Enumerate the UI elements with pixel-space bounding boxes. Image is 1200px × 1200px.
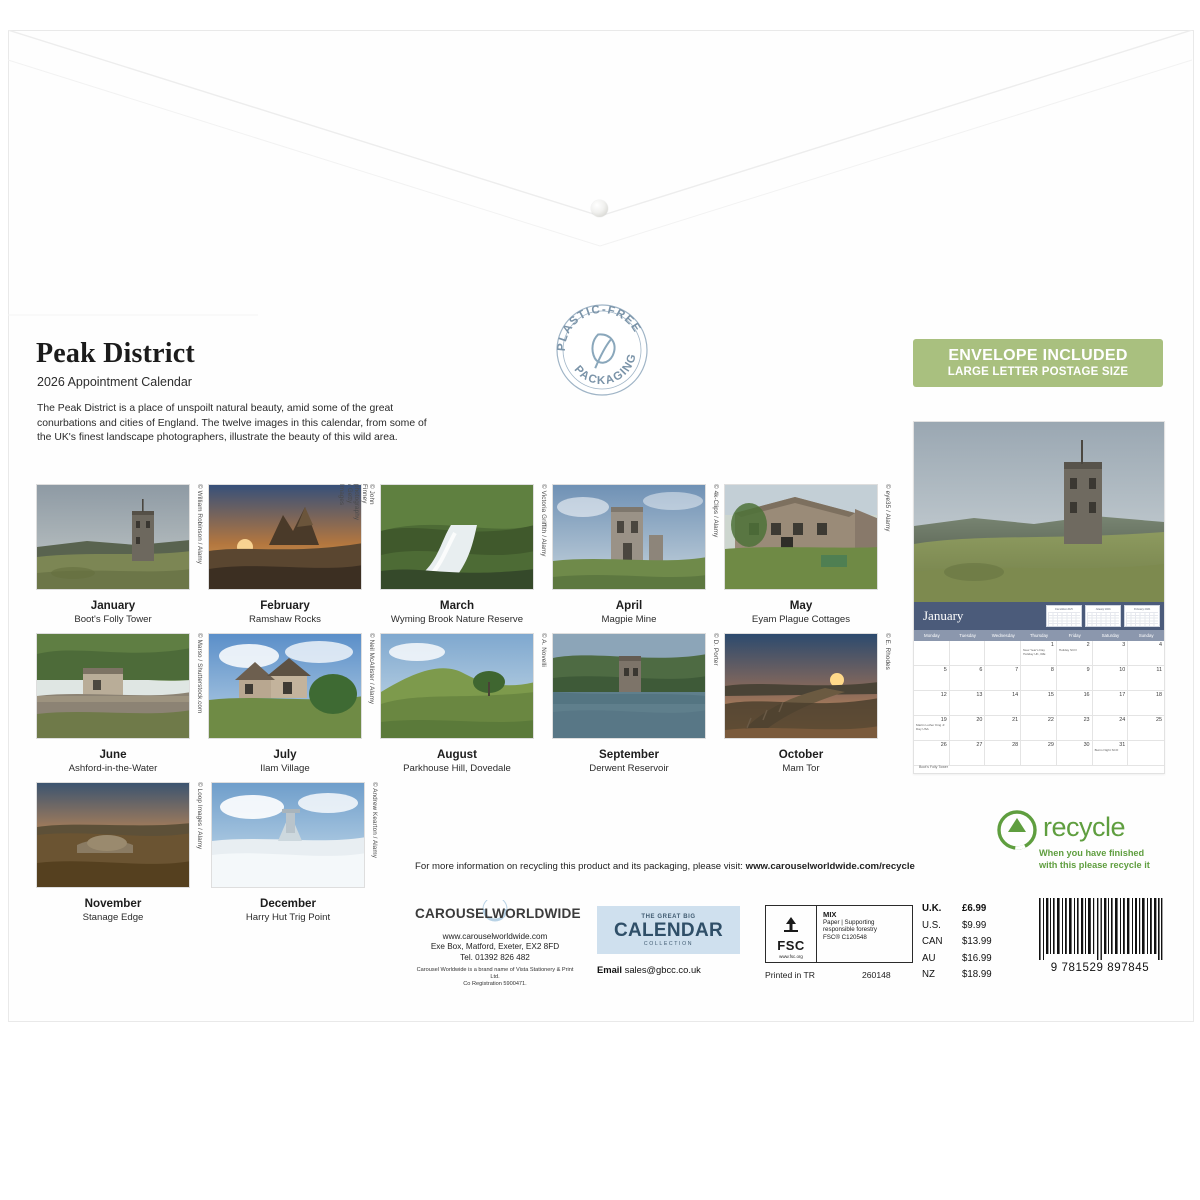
recycle-logo xyxy=(995,808,1165,878)
day-cell: 6 xyxy=(950,666,986,691)
fsc-logo xyxy=(765,905,913,963)
day-cell: 7 xyxy=(985,666,1021,691)
price-row: CAN $13.99 xyxy=(922,936,992,947)
email-line xyxy=(597,964,787,975)
month-name: December xyxy=(259,897,317,910)
company-fine-print: Carousel Worldwide is a brand name of Vista Stationery & Print Ltd. Co Registration 5900471. xyxy=(416,967,574,988)
month-item-december xyxy=(211,782,386,923)
thumbnail-row xyxy=(36,633,896,774)
month-caption: Ashford-in-the-Water xyxy=(68,763,158,774)
month-photo-october xyxy=(724,633,878,739)
envelope-banner-line1: ENVELOPE INCLUDED xyxy=(948,347,1128,364)
month-item-august xyxy=(380,633,552,774)
price-row: U.S. $9.99 xyxy=(922,919,987,931)
recycle-icon xyxy=(995,810,1039,855)
month-photo-may xyxy=(724,484,878,590)
recycle-message: When you have finished with this please recycle it xyxy=(1039,848,1150,870)
month-photo-april xyxy=(552,484,706,590)
day-cell: 21 xyxy=(985,716,1021,741)
month-caption: Ilam Village xyxy=(260,763,310,774)
day-cell: 23 xyxy=(1057,716,1093,741)
carousel-logo-text: CAROUSELWORLDWIDE xyxy=(415,906,581,921)
mini-month: January 2026 xyxy=(1085,605,1121,627)
thumbnail-row xyxy=(36,484,896,625)
preview-month-header xyxy=(914,602,1164,630)
month-photo-january xyxy=(36,484,190,590)
day-cell: 20 xyxy=(950,716,986,741)
month-item-march xyxy=(380,484,552,625)
preview-photo-january xyxy=(914,422,1164,602)
month-name: June xyxy=(99,748,127,761)
month-caption: Stanage Edge xyxy=(82,912,144,923)
day-cell: 25 xyxy=(1128,716,1164,741)
price-list xyxy=(922,903,1032,986)
month-item-october xyxy=(724,633,896,774)
email-address[interactable]: sales@gbcc.co.uk xyxy=(624,964,701,975)
day-cell xyxy=(1128,741,1164,766)
photo-credit: © Loop Images / Alamy xyxy=(196,782,203,850)
month-photo-july xyxy=(208,633,362,739)
month-caption: Wyming Brook Nature Reserve xyxy=(390,614,524,625)
month-photo-september xyxy=(552,633,706,739)
price-row: U.K. £6.99 xyxy=(922,903,987,914)
month-caption: Mam Tor xyxy=(782,763,820,774)
photo-credit: © 4k-Clips / Alamy xyxy=(712,484,719,538)
recycling-info-url[interactable]: www.carouselworldwide.com/recycle xyxy=(745,861,915,872)
fsc-mix: MIX xyxy=(823,910,837,919)
day-header: Monday xyxy=(924,633,940,638)
day-cell: 8 xyxy=(1021,666,1057,691)
month-photo-march xyxy=(380,484,534,590)
fsc-details xyxy=(817,906,912,962)
day-cell: 15 xyxy=(1021,691,1057,716)
preview-day-headers xyxy=(914,630,1164,641)
day-header: Wednesday xyxy=(991,633,1015,638)
month-caption: Parkhouse Hill, Dovedale xyxy=(403,763,511,774)
month-caption: Boot's Folly Tower xyxy=(74,614,152,625)
photo-credit: © Marso / Shutterstock.com xyxy=(196,633,203,714)
month-photo-november xyxy=(36,782,190,888)
company-phone: Tel. 01392 826 482 xyxy=(460,952,530,962)
mini-month: February 2026 xyxy=(1124,605,1160,627)
month-name: April xyxy=(615,599,643,612)
day-cell xyxy=(914,641,950,666)
photo-credit: © E. Rhodes xyxy=(884,633,891,670)
price-row: AU $16.99 xyxy=(922,952,992,964)
day-cell xyxy=(950,641,986,666)
fsc-description: Paper | Supporting responsible forestry xyxy=(823,918,877,934)
day-cell: 1 New Year's Day Holiday UK, IRE xyxy=(1021,641,1057,666)
day-header: Tuesday xyxy=(959,633,976,638)
month-item-june xyxy=(36,633,208,774)
page-subtitle: 2026 Appointment Calendar xyxy=(37,375,192,389)
photo-credit: © Victoria Griffith / Alamy xyxy=(540,484,547,557)
fsc-label: FSC xyxy=(777,938,805,953)
day-cell: 22 xyxy=(1021,716,1057,741)
day-cell: 11 xyxy=(1128,666,1164,691)
great-big-calendar-logo xyxy=(597,906,740,954)
recycling-info xyxy=(415,861,975,872)
day-header: Saturday xyxy=(1101,633,1120,638)
preview-caption: Boot's Folly Tower xyxy=(919,765,948,770)
carousel-worldwide-block xyxy=(415,900,581,988)
day-cell: 9 xyxy=(1057,666,1093,691)
printed-in: Printed in TR xyxy=(765,970,815,980)
month-name: March xyxy=(439,599,475,612)
day-cell: 12 xyxy=(914,691,950,716)
month-photo-june xyxy=(36,633,190,739)
photo-credit: © John Finney photography / Getty Images xyxy=(338,484,375,521)
gbc-line3: COLLECTION xyxy=(643,940,694,947)
day-cell: 24 xyxy=(1093,716,1129,741)
mini-month: December 2025 xyxy=(1046,605,1082,627)
photo-credit: © William Robinson / Alamy xyxy=(196,484,203,565)
envelope-stud xyxy=(591,200,608,217)
month-item-november xyxy=(36,782,211,923)
month-name: September xyxy=(599,748,659,761)
preview-month-grid xyxy=(914,602,1164,773)
month-caption: Magpie Mine xyxy=(601,614,657,625)
preview-weeks xyxy=(914,641,1164,766)
svg-text:PACKAGING: PACKAGING xyxy=(571,351,640,388)
photo-credit: © Neil McAllister / Alamy xyxy=(368,633,375,705)
preview-month-label: January xyxy=(923,608,964,623)
month-name: October xyxy=(778,748,824,761)
envelope-included-banner xyxy=(913,339,1163,387)
recycling-info-text: For more information on recycling this product and its packaging, please visit: xyxy=(415,861,746,872)
photo-credit: © A. Novelli xyxy=(540,633,547,667)
month-name: November xyxy=(84,897,142,910)
fsc-mark xyxy=(766,906,817,962)
barcode-number: 9 781529 897845 xyxy=(1050,962,1150,974)
day-cell: 4 xyxy=(1128,641,1164,666)
day-header: Friday xyxy=(1068,633,1081,638)
month-item-february xyxy=(208,484,380,625)
day-cell: 10 xyxy=(1093,666,1129,691)
calendar-preview xyxy=(913,421,1165,774)
month-item-september xyxy=(552,633,724,774)
photo-credit: © eye35 / Alamy xyxy=(884,484,891,532)
day-cell: 30 xyxy=(1057,741,1093,766)
day-cell: 16 xyxy=(1057,691,1093,716)
day-cell: 3 xyxy=(1093,641,1129,666)
fsc-code: FSC® C120548 xyxy=(823,933,867,941)
month-caption: Derwent Reservoir xyxy=(589,763,669,774)
product-description: The Peak District is a place of unspoilt natural beauty, amid some of the great conurbations and cities of England. The twelve images in this calendar, from some of the UK's finest landscape photographers, illustrate the beauty of this wild area. xyxy=(37,403,427,444)
day-cell: 28 xyxy=(985,741,1021,766)
month-caption: Harry Hut Trig Point xyxy=(245,912,331,923)
plastic-free-packaging-badge xyxy=(537,300,667,400)
envelope-banner-line2: LARGE LETTER POSTAGE SIZE xyxy=(947,366,1129,378)
photo-credit: © Andrew Kearton / Alamy xyxy=(371,782,378,858)
item-number: 260148 xyxy=(862,970,891,980)
day-cell: 18 xyxy=(1128,691,1164,716)
day-cell: 17 xyxy=(1093,691,1129,716)
month-item-july xyxy=(208,633,380,774)
price-row: NZ $18.99 xyxy=(922,969,992,980)
day-cell xyxy=(985,641,1021,666)
month-name: August xyxy=(437,748,477,761)
barcode xyxy=(1037,898,1163,960)
day-header: Sunday xyxy=(1138,633,1154,638)
day-cell: 5 xyxy=(914,666,950,691)
day-cell: 19 Martin Luther King Jr Day USA xyxy=(914,716,950,741)
day-cell: 29 xyxy=(1021,741,1057,766)
month-item-january xyxy=(36,484,208,625)
carousel-logo xyxy=(415,900,581,928)
month-photo-december xyxy=(211,782,365,888)
gbc-line1: THE GREAT BIG xyxy=(641,913,696,920)
email-label: Email xyxy=(597,964,623,975)
month-name: May xyxy=(789,599,813,612)
month-photo-august xyxy=(380,633,534,739)
recycle-word: recycle xyxy=(1043,812,1126,842)
day-cell: 14 xyxy=(985,691,1021,716)
day-cell: 26 xyxy=(914,741,950,766)
company-contact xyxy=(415,932,575,963)
gbc-line2: CALENDAR xyxy=(613,919,723,941)
month-name: July xyxy=(273,748,297,761)
day-header: Thursday xyxy=(1029,633,1049,638)
day-cell: 2 Holiday SCO xyxy=(1057,641,1093,666)
month-name: February xyxy=(260,599,310,612)
svg-text:PLASTIC-FREE: PLASTIC-FREE xyxy=(555,303,644,352)
day-cell: 31 Burns Night SCO xyxy=(1093,741,1129,766)
preview-mini-months xyxy=(1046,605,1160,627)
month-item-may xyxy=(724,484,896,625)
company-website[interactable]: www.carouselworldwide.com xyxy=(442,932,548,941)
month-caption: Ramshaw Rocks xyxy=(249,614,321,625)
company-address: Exe Box, Matford, Exeter, EX2 8FD xyxy=(430,942,560,952)
fsc-url: www.fsc.org xyxy=(779,954,803,959)
month-caption: Eyam Plague Cottages xyxy=(751,614,851,625)
day-cell: 27 xyxy=(950,741,986,766)
month-item-april xyxy=(552,484,724,625)
photo-credit: © D. Porter xyxy=(712,633,719,666)
month-name: January xyxy=(90,599,136,612)
day-cell: 13 xyxy=(950,691,986,716)
page-title: Peak District xyxy=(36,338,195,369)
